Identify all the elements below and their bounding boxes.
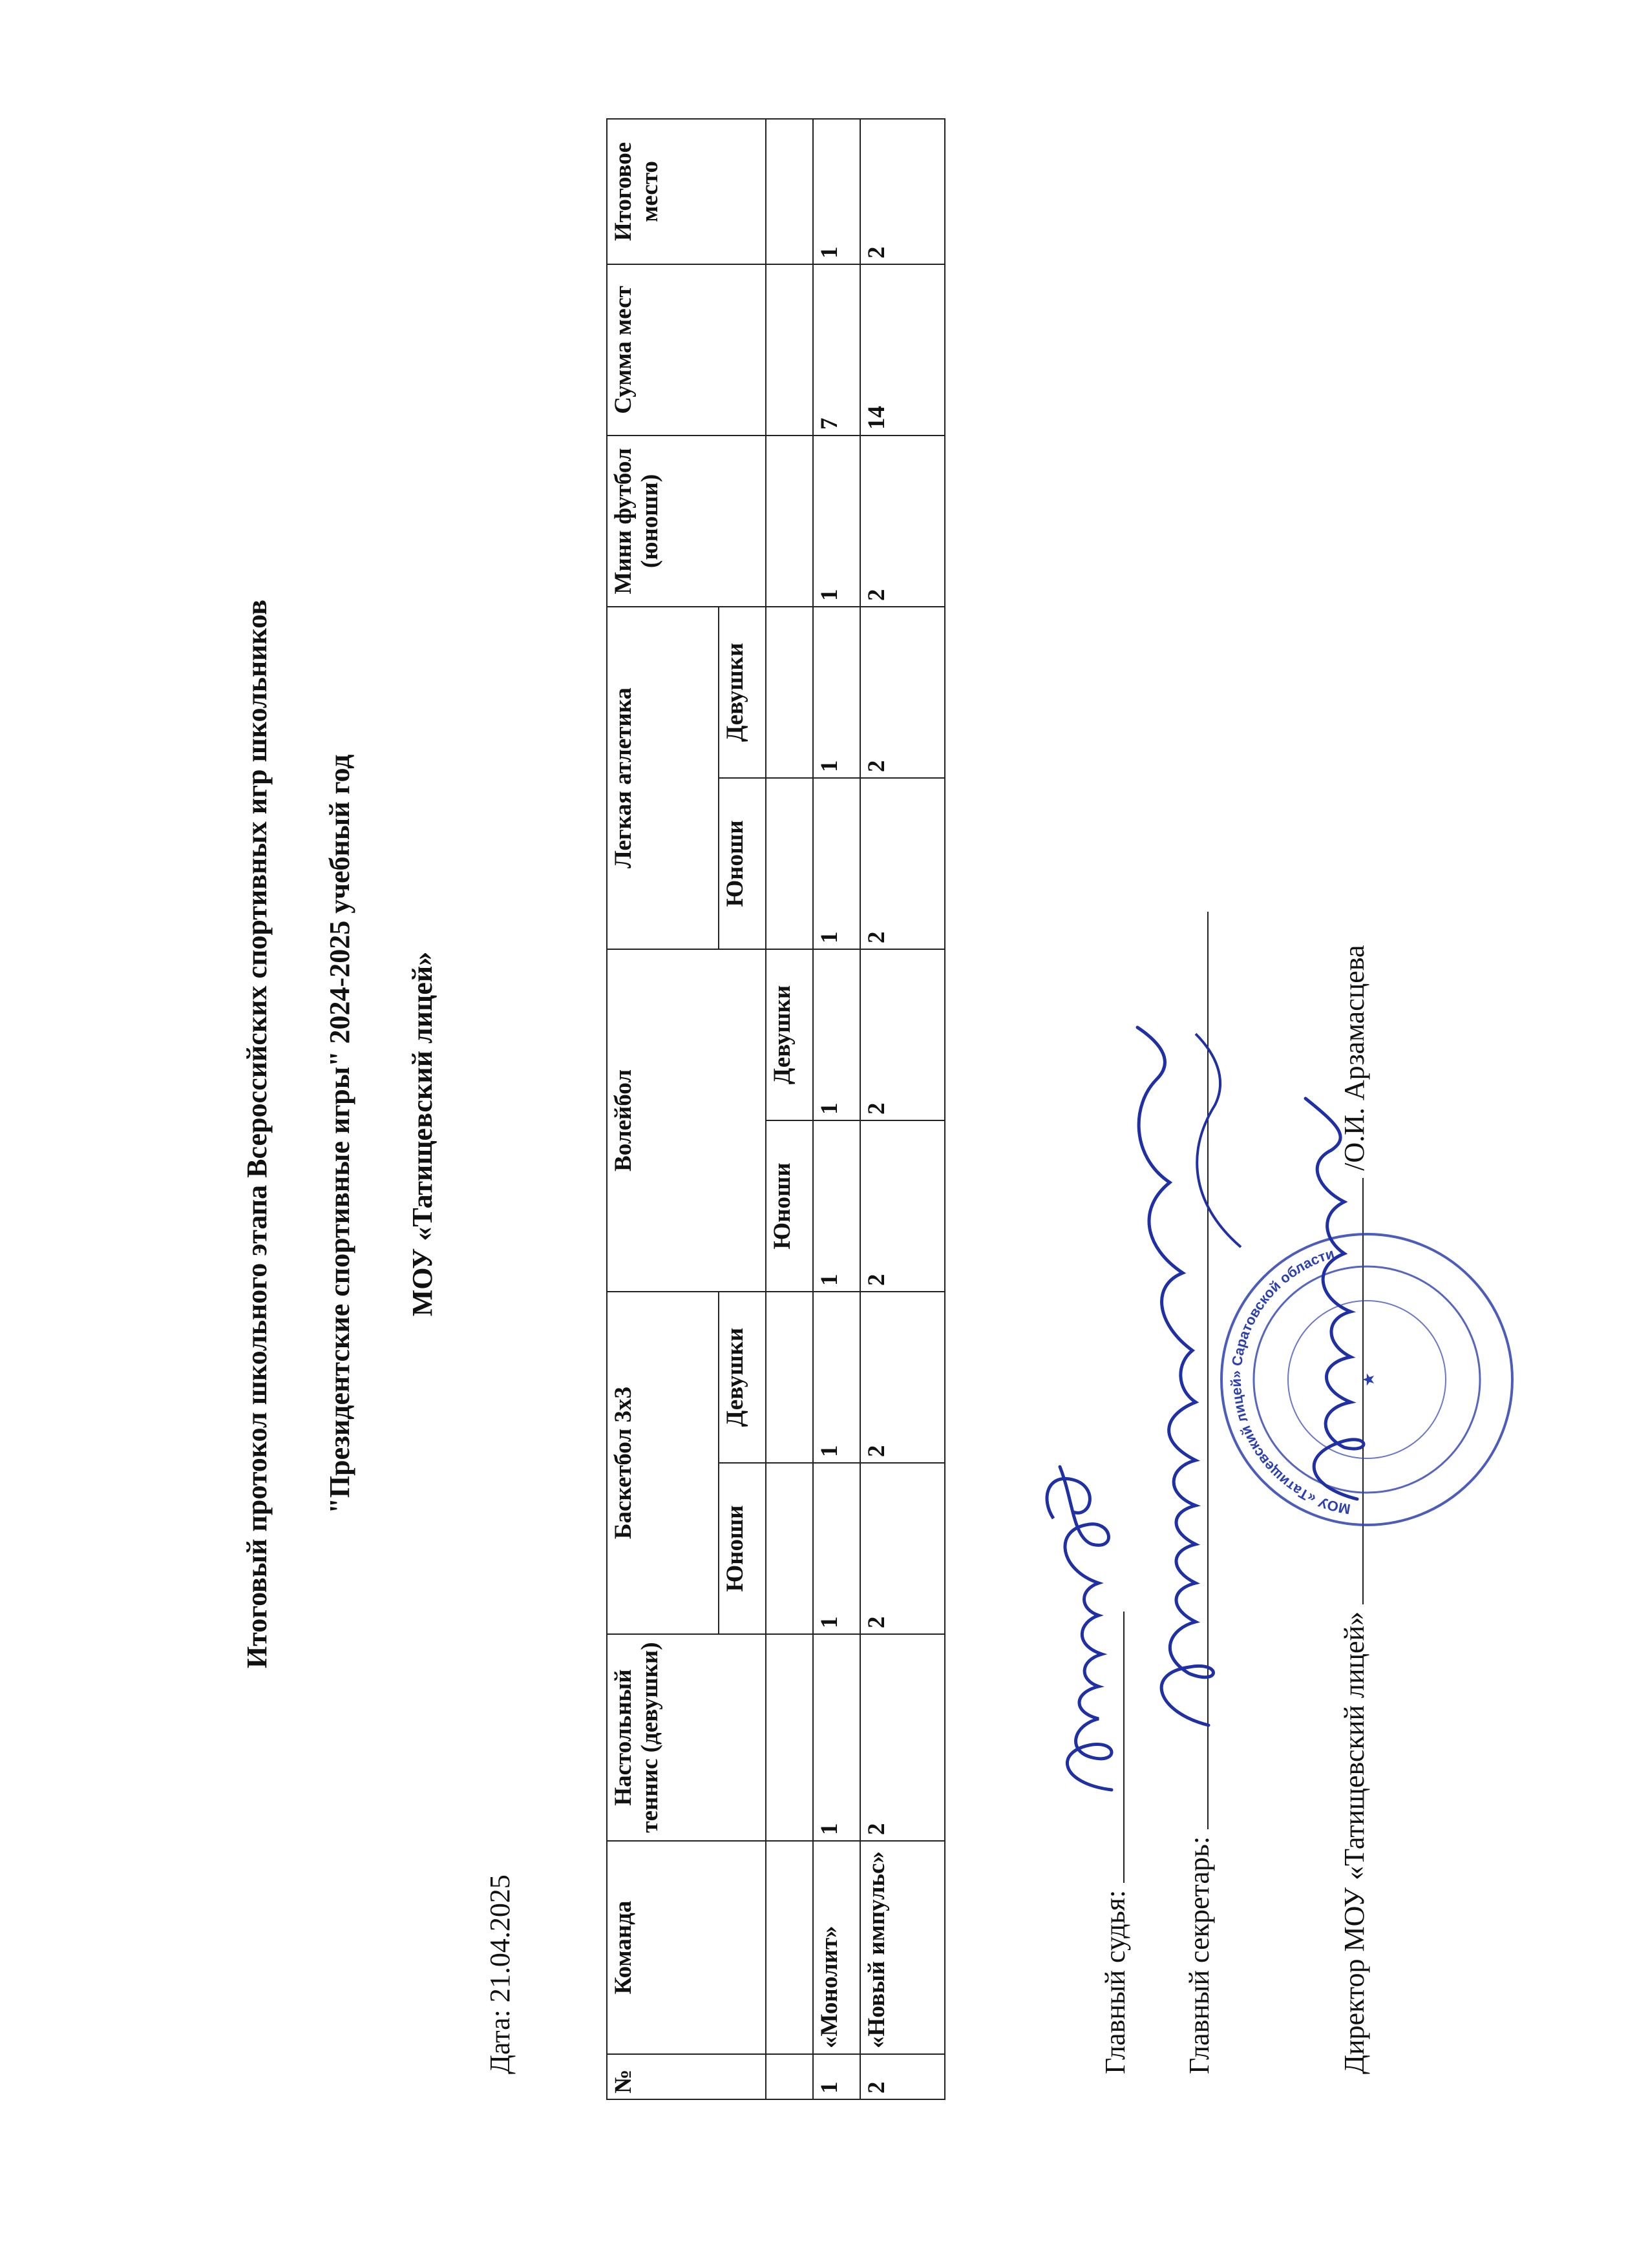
row-team: «Новый импульс» [860, 1841, 945, 2054]
header-basketball: Баскетбол 3х3 [607, 1292, 719, 1634]
stamp-text: МОУ «Татищевский лицей» Саратовской области [1227, 1244, 1352, 1518]
row-basket-boys: 2 [860, 1463, 945, 1634]
header-volleyball: Волейбол [607, 949, 766, 1292]
subheader-volley-girls: Девушки [766, 949, 813, 1120]
row-athletics-boys: 2 [860, 778, 945, 949]
director-label: Директор МОУ «Татищевский лицей» [1338, 1611, 1370, 2074]
header-tennis: Настольный теннис (девушки) [607, 1634, 766, 1841]
subheader-athletics-boys: Юноши [719, 778, 766, 949]
row-tennis: 2 [860, 1634, 945, 1841]
row-sum: 14 [860, 264, 945, 436]
row-athletics-boys: 1 [813, 778, 860, 949]
header-team: Команда [607, 1841, 766, 2054]
row-basket-boys: 1 [813, 1463, 860, 1634]
table-header-row [607, 119, 719, 2099]
header-football: Мини футбол (юноши) [607, 436, 766, 607]
chief-secretary-label: Главный секретарь: [1183, 1836, 1215, 2074]
header-athletics: Легкая атлетика [607, 607, 719, 949]
secretary-signature [1118, 1014, 1260, 1738]
row-final: 2 [860, 119, 945, 264]
chief-judge-label: Главный судья: [1099, 1889, 1131, 2074]
results-table [606, 118, 945, 2100]
protocol-title: Итоговый протокол школьного этапа Всероссийских спортивных игр школьников [241, 600, 273, 1668]
school-name: МОУ «Татищевский лицей» [407, 951, 438, 1317]
table-subheader-row-2 [766, 119, 813, 2099]
header-sum: Сумма мест [607, 264, 766, 436]
protocol-subtitle: "Президентские спортивные игры" 2024-2025 учебный год [324, 754, 355, 1514]
table-row [860, 119, 945, 2099]
subheader-volley-boys: Юноши [766, 1120, 813, 1292]
header-final: Итоговое место [607, 119, 766, 264]
subheader-athletics-girls: Девушки [719, 607, 766, 778]
row-volley-girls: 1 [813, 949, 860, 1120]
row-sum: 7 [813, 264, 860, 436]
row-athletics-girls: 1 [813, 607, 860, 778]
row-number: 1 [813, 2054, 860, 2099]
protocol-date: Дата: 21.04.2025 [484, 1874, 516, 2074]
row-football: 1 [813, 436, 860, 607]
row-volley-boys: 2 [860, 1120, 945, 1292]
row-volley-girls: 2 [860, 949, 945, 1120]
row-team: «Монолит» [813, 1841, 860, 2054]
subheader-basket-boys: Юноши [719, 1463, 766, 1634]
table-row [813, 119, 860, 2099]
row-volley-boys: 1 [813, 1120, 860, 1292]
row-tennis: 1 [813, 1634, 860, 1841]
header-number: № [607, 2054, 766, 2099]
row-number: 2 [860, 2054, 945, 2099]
row-basket-girls: 1 [813, 1292, 860, 1463]
stamp-center-text: ★ [1360, 1373, 1377, 1386]
director-signature [1280, 1073, 1389, 1512]
row-athletics-girls: 2 [860, 607, 945, 778]
subheader-basket-girls: Девушки [719, 1292, 766, 1463]
row-football: 2 [860, 436, 945, 607]
row-final: 1 [813, 119, 860, 264]
row-basket-girls: 2 [860, 1292, 945, 1463]
director-name: /О.И. Арзамасцева [1338, 945, 1370, 1171]
